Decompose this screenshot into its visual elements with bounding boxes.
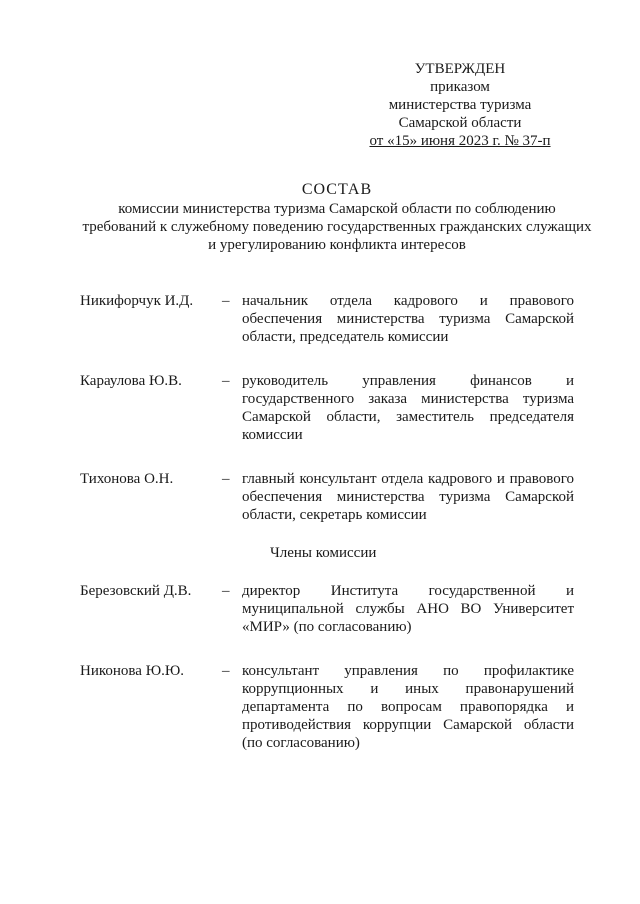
member-role: директор Института государственной и муниципальной службы АНО ВО Университет «МИР» (по согласованию) bbox=[242, 583, 574, 635]
approval-region: Самарской области bbox=[398, 115, 522, 131]
member-row-deputy bbox=[80, 372, 574, 444]
title-subtitle: комиссии министерства туризма Самарской области по соблюдению требований к служебному поведению государственных гражданских служащих и урегулированию конфликта интересов bbox=[82, 201, 592, 253]
member-role: начальник отдела кадрового и правового обеспечения министерства туризма Самарской области, председатель комиссии bbox=[242, 293, 574, 345]
document-title bbox=[80, 180, 594, 254]
member-row-commission-1 bbox=[80, 582, 574, 636]
member-role: руководитель управления финансов и государственного заказа министерства туризма Самарской области, заместитель председателя комиссии bbox=[242, 373, 574, 443]
title-main: СОСТАВ bbox=[301, 181, 373, 198]
member-role: главный консультант отдела кадрового и правового обеспечения министерства туризма Самарской области, секретарь комиссии bbox=[242, 471, 574, 523]
member-row-secretary bbox=[80, 470, 574, 524]
member-name: Никифорчук И.Д. bbox=[80, 293, 194, 309]
member-name: Никонова Ю.Ю. bbox=[80, 663, 185, 679]
approval-ministry: министерства туризма bbox=[388, 97, 532, 113]
member-row-chair bbox=[80, 292, 574, 346]
member-dash: – bbox=[222, 583, 230, 599]
member-dash: – bbox=[222, 293, 230, 309]
member-name: Березовский Д.В. bbox=[80, 583, 192, 599]
member-dash: – bbox=[222, 373, 230, 389]
member-row-commission-2 bbox=[80, 662, 574, 752]
section-heading-members: Члены комиссии bbox=[270, 545, 377, 561]
member-name: Тихонова О.Н. bbox=[80, 471, 174, 487]
approval-order: приказом bbox=[430, 79, 490, 95]
member-role: консультант управления по профилактике коррупционных и иных правонарушений департамента по вопросам правопорядка и противодействия коррупции Самарской области (по согласованию) bbox=[242, 663, 574, 751]
approval-title: УТВЕРЖДЕН bbox=[414, 61, 506, 77]
approval-date-number: от «15» июня 2023 г. № 37-п bbox=[369, 133, 551, 149]
member-name: Караулова Ю.В. bbox=[80, 373, 182, 389]
member-dash: – bbox=[222, 663, 230, 679]
member-dash: – bbox=[222, 471, 230, 487]
members-list bbox=[80, 292, 574, 752]
approval-stamp bbox=[360, 60, 560, 150]
